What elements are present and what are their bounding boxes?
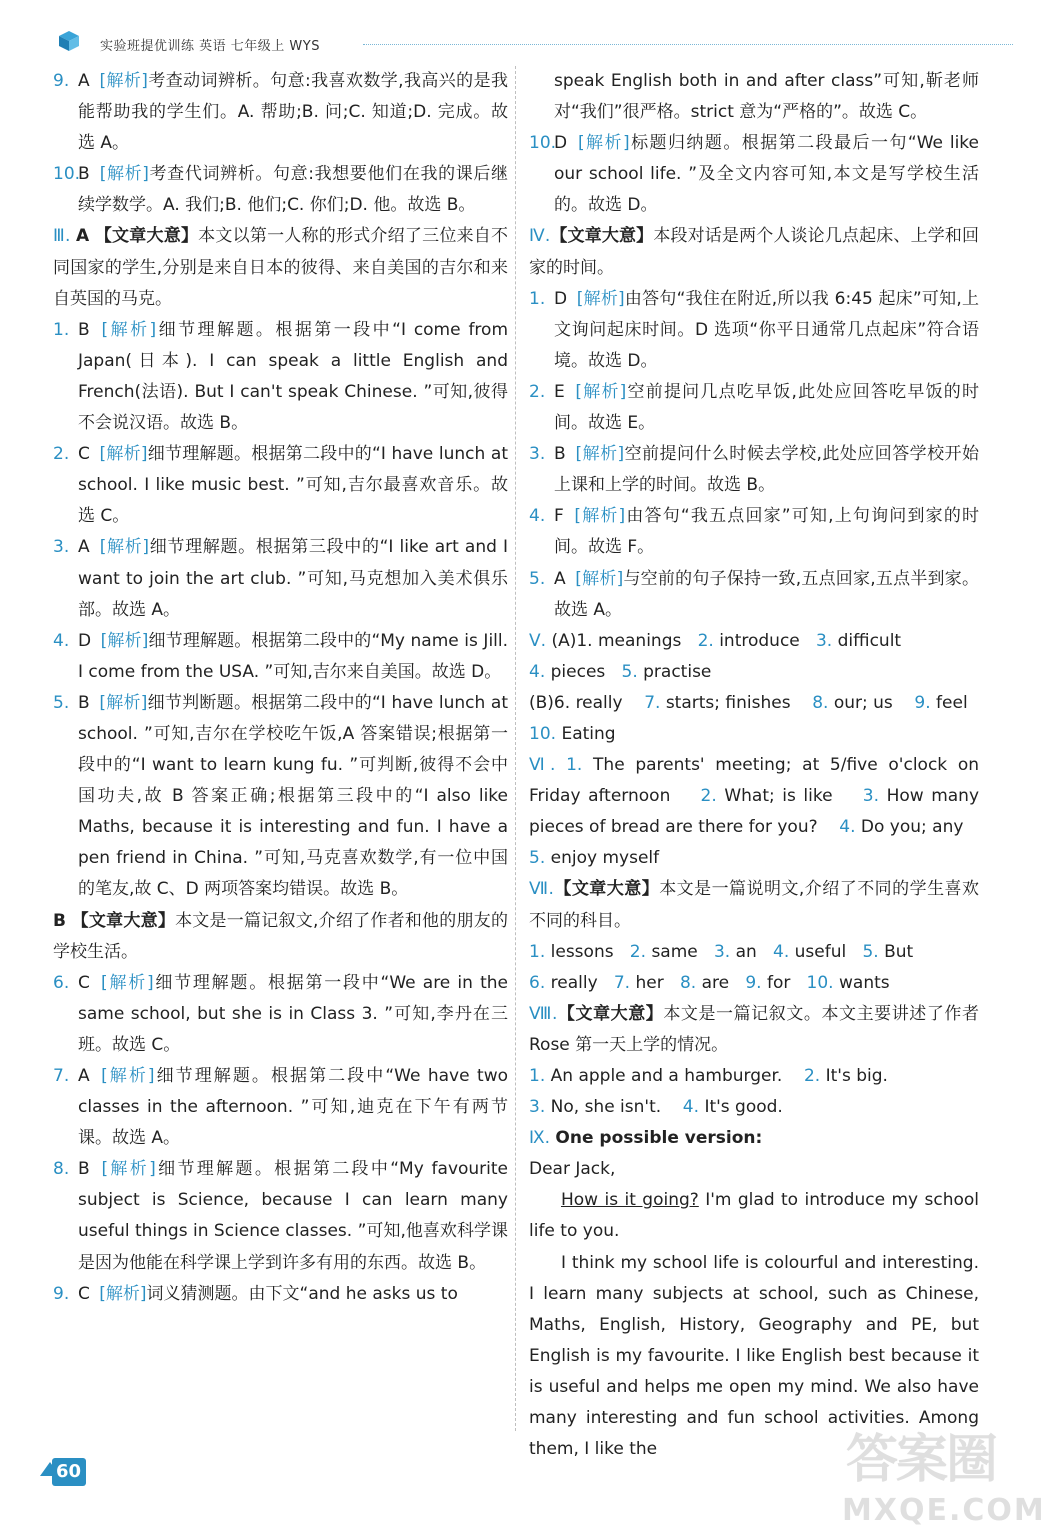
page-number-badge [40, 1458, 90, 1488]
analysis-text: 与空前的句子保持一致,五点回家,五点半到家。故选 A。 [554, 568, 980, 620]
word-answers-line [529, 626, 979, 657]
answer-letter: D [554, 288, 568, 309]
sample-version-label: One possible version: [555, 1128, 763, 1149]
item-number: 8. [53, 1159, 70, 1180]
answer-letter: D [78, 630, 92, 651]
analysis-text: 由答句“我住在附近,所以我 6:45 起床”可知,上文询问起床时间。D 选项“你平日通常几点起床”符合语境。故选 D。 [554, 288, 980, 371]
analysis-tag: [解析] [101, 1066, 155, 1086]
answer-item [53, 315, 508, 439]
blank-answer: an [735, 941, 757, 962]
item-number: 3. [53, 537, 70, 558]
blank-number: 2. [700, 786, 717, 807]
blank-number: 5. [621, 661, 638, 682]
blank-number: 9. [745, 972, 762, 993]
analysis-tag: [解析] [574, 506, 626, 527]
item-number: 2. [529, 381, 546, 402]
section-summary [529, 999, 979, 1061]
analysis-text: 考查代词辨析。句意:我想要他们在我的课后继续学数学。A. 我们;B. 他们;C. 你们;D. 他。故选 B。 [78, 164, 509, 216]
blank-answer: It's good. [704, 1097, 783, 1118]
blank-answer: practise [643, 661, 712, 682]
summary-tag: 【文章大意】 [550, 226, 654, 247]
blank-answer: An apple and a hamburger. [550, 1066, 783, 1086]
blank-number: 4. [529, 661, 546, 682]
word-answers-line [529, 968, 979, 999]
blank-number: 4. [773, 941, 790, 962]
blank-answer: her [635, 972, 664, 993]
blank-number: 2. [697, 630, 714, 651]
letter-paragraph [529, 1185, 979, 1247]
blank-number: 8. [679, 972, 697, 993]
analysis-text: 细节理解题。根据第二段中“We have two classes in the afternoon. ”可知,迪克在下午有两节课。故选 A。 [78, 1066, 509, 1149]
blank-answer: introduce [719, 630, 800, 651]
analysis-tag: [解析] [101, 972, 154, 993]
analysis-tag: [解析] [99, 164, 149, 185]
book-cube-logo-icon [58, 30, 80, 52]
answer-item [53, 688, 508, 906]
blank-answer: But [884, 941, 914, 962]
summary-tag: 【文章大意】 [553, 879, 660, 900]
blank-number: 1. [529, 941, 546, 962]
letter-greeting [529, 1154, 979, 1185]
blank-number: 3. [529, 1097, 546, 1118]
answer-item [53, 1154, 508, 1278]
answer-letter: F [554, 506, 564, 527]
section-number: Ⅷ. [529, 1003, 558, 1024]
analysis-tag: [解析] [101, 1159, 156, 1180]
column-divider [515, 66, 516, 1431]
word-answers-line [529, 719, 979, 750]
item-number: 1. [529, 288, 546, 309]
blank-number: 9. [914, 692, 931, 713]
blank-answer: really [575, 692, 623, 713]
section-summary [53, 221, 508, 314]
summary-text: 本文是一篇说明文,介绍了不同的学生喜欢不同的科目。 [529, 879, 980, 931]
blank-answer: really [550, 972, 598, 993]
answer-item [529, 501, 979, 563]
blank-answer: our; us [833, 692, 893, 713]
watermark-url: MXQE.COM [842, 1493, 1046, 1528]
answer-letter: C [78, 444, 90, 465]
analysis-text: 空前提问几点吃早饭,此处应回答吃早饭的时间。故选 E。 [554, 381, 980, 434]
blank-answer: starts; finishes [665, 692, 791, 713]
summary-tag: 【文章大意】 [71, 910, 176, 931]
blank-number: (B)6. [529, 692, 571, 713]
answer-item [53, 159, 508, 221]
word-answers-line [529, 688, 979, 719]
blank-number: 3. [713, 941, 731, 962]
analysis-text: 由答句“我五点回家”可知,上句询问到家的时间。故选 F。 [554, 506, 979, 558]
blank-number: 10. [806, 972, 834, 993]
watermark-logo-text: 答案圈 [846, 1430, 997, 1490]
sentence-answers [529, 843, 979, 874]
passage-label: B [53, 910, 66, 931]
blank-answer: same [651, 941, 698, 962]
summary-text: 本段对话是两个人谈论几点起床、上学和回家的时间。 [529, 226, 980, 278]
blank-number: 6. [529, 972, 546, 993]
analysis-tag: [解析] [99, 537, 150, 558]
item-number: 9. [53, 71, 70, 91]
sentence-answers [529, 1061, 979, 1092]
answer-letter: D [554, 133, 568, 154]
underlined-phrase: How is it going? [561, 1190, 699, 1211]
word-answers-line [529, 657, 979, 688]
sentence-answers [529, 1092, 979, 1123]
blank-number: 8. [812, 692, 829, 713]
answer-letter: B [554, 444, 566, 465]
blank-number: 7. [644, 692, 661, 713]
answer-letter: B [78, 692, 90, 713]
blank-answer: It's big. [825, 1066, 888, 1086]
blank-number: 4. [682, 1097, 700, 1118]
item-number: 9. [53, 1283, 70, 1304]
analysis-tag: [解析] [576, 288, 625, 309]
item-number: 4. [53, 630, 70, 651]
analysis-text: 细节理解题。根据第一段中“We are in the same school, but she is in Class 3. ”可知,李丹在三班。故选 C。 [78, 972, 509, 1055]
analysis-text: speak English both in and after class”可知,靳老师对“我们”很严格。strict 意为“严格的”。故选 C。 [554, 71, 979, 123]
page-header [38, 28, 978, 58]
analysis-text: 细节理解题。根据第二段中的“I have lunch at school. I like music best. ”可知,吉尔最喜欢音乐。故选 C。 [78, 444, 508, 527]
book-title: 实验班提优训练 英语 七年级上 WYS [100, 39, 320, 54]
answer-item [53, 439, 508, 532]
blank-answer: for [766, 972, 791, 993]
blank-number: 10. [529, 723, 557, 744]
analysis-tag: [解析] [577, 133, 630, 154]
passage-label: A [76, 226, 90, 247]
blank-answer: enjoy myself [550, 848, 660, 869]
summary-text: 本文是一篇记叙文,介绍了作者和他的朋友的学校生活。 [53, 910, 509, 962]
answer-item [529, 284, 979, 377]
analysis-tag: [解析] [99, 692, 148, 713]
answer-letter: A [78, 537, 90, 558]
analysis-tag: [解析] [100, 630, 149, 651]
blank-answer: wants [839, 972, 890, 993]
blank-number: 7. [613, 972, 631, 993]
analysis-tag: [解析] [99, 71, 148, 91]
blank-answer: No, she isn't. [550, 1097, 662, 1118]
greeting-text: Dear Jack, [529, 1159, 616, 1180]
blank-number: 2. [803, 1066, 821, 1086]
section-number: Ⅴ. [529, 630, 547, 651]
blank-number: 3. [815, 630, 833, 651]
item-number: 7. [53, 1066, 70, 1086]
blank-answer: difficult [837, 630, 902, 651]
answer-letter: C [78, 1283, 90, 1304]
answer-letter: C [78, 972, 90, 993]
section-summary [53, 906, 508, 968]
word-answers-line [529, 937, 979, 968]
item-number: 2. [53, 444, 70, 465]
analysis-text: 考查动词辨析。句意:我喜欢数学,我高兴的是我能帮助我的学生们。A. 帮助;B. 问;C. 知道;D. 完成。故选 A。 [78, 71, 508, 154]
answer-item [53, 626, 508, 688]
answer-item [53, 532, 508, 625]
blank-number: (A)1. [551, 630, 593, 651]
right-column [529, 66, 979, 1465]
answer-letter: B [78, 319, 90, 340]
sentence-answers [529, 750, 979, 843]
analysis-text: 细节理解题。根据第一段中“I come from Japan(日本). I can speak a little English and French(法语). But I can't speak Chinese. ”可知,彼得不会说汉语。故选 B。 [78, 319, 509, 434]
section-number: Ⅲ. [53, 226, 71, 247]
answer-item [529, 439, 979, 501]
section-summary [529, 874, 979, 936]
summary-tag: 【文章大意】 [94, 226, 199, 247]
analysis-text: 词义猜测题。由下文“and he asks us to [146, 1283, 458, 1304]
item-number: 5. [53, 692, 70, 713]
blank-answer: feel [936, 692, 968, 713]
answer-item [53, 1061, 508, 1154]
analysis-text: 标题归纳题。根据第二段最后一句“We like our school life. ”及全文内容可知,本文是写学校生活的。故选 D。 [554, 133, 980, 216]
item-number: 10. [53, 164, 81, 185]
blank-answer: meanings [597, 630, 682, 651]
blank-number: 4. [839, 817, 856, 838]
writing-heading [529, 1123, 979, 1154]
analysis-tag: [解析] [575, 568, 624, 589]
blank-number: 5. [862, 941, 879, 962]
blank-answer: pieces [550, 661, 606, 682]
analysis-text: 细节判断题。根据第二段中的“I have lunch at school. ”可知,吉尔在学校吃午饭,A 答案错误;根据第一段中的“I want to learn kung fu. ”可判断,彼得不会中国功夫,故 B 答案正确;根据第三段中的“I also like Maths, because it is interesting and fun. I have a pen friend in China. ”可知,马克喜欢数学,有一位中国的笔友,故 C、D 两项答案均错误。故选 B。 [78, 692, 508, 900]
section-summary [529, 221, 979, 283]
analysis-text: 细节理解题。根据第三段中的“I like art and I want to join the art club. ”可知,马克想加入美术俱乐部。故选 A。 [78, 537, 509, 620]
item-number: 1. [53, 319, 70, 340]
blank-answer: Do you; any [860, 817, 964, 838]
analysis-tag: [解析] [99, 1283, 147, 1304]
answer-item [53, 1279, 508, 1310]
blank-answer: Eating [561, 723, 616, 744]
answer-letter: E [554, 381, 565, 402]
blank-number: 1. [566, 755, 583, 776]
blank-answer: How many pieces of bread are there for you? [529, 786, 980, 838]
blank-number: 5. [529, 848, 546, 869]
section-number: Ⅳ. [529, 226, 551, 247]
answer-letter: B [78, 1159, 90, 1180]
blank-answer: What; is like [724, 786, 833, 807]
paragraph-text: I think my school life is colourful and interesting. I learn many subjects at school, such as Chinese, Maths, English, History, Geography and PE, but English is my favourite. I like English best because it is useful and helps me open my mind. We also have many interesting and fun school activities. Among them, I like the [529, 1252, 979, 1460]
header-rule [363, 44, 1013, 45]
blank-answer: are [701, 972, 730, 993]
answer-item [529, 128, 979, 221]
blank-number: 2. [629, 941, 647, 962]
item-number: 5. [529, 568, 546, 589]
answer-letter: A [78, 71, 90, 91]
paragraph-text: I'm glad to introduce my school life to you. [529, 1190, 979, 1242]
analysis-tag: [解析] [575, 381, 627, 402]
section-number: Ⅸ. [529, 1128, 551, 1149]
answer-continuation [529, 66, 979, 128]
item-number: 10. [529, 133, 557, 154]
answer-letter: A [554, 568, 566, 589]
item-number: 6. [53, 972, 70, 993]
blank-number: 1. [529, 1066, 546, 1086]
analysis-text: 细节理解题。根据第二段中的“My name is Jill. I come from the USA. ”可知,吉尔来自美国。故选 D。 [78, 630, 509, 682]
left-column [53, 66, 508, 1310]
item-number: 3. [529, 444, 546, 465]
summary-text: 本文以第一人称的形式介绍了三位来自不同国家的学生,分别是来自日本的彼得、来自美国的吉尔和来自英国的马克。 [53, 226, 509, 309]
blank-answer: The parents' meeting; at 5/five o'clock on Friday afternoon [529, 755, 980, 807]
answer-letter: B [78, 164, 90, 185]
analysis-tag: [解析] [101, 319, 157, 340]
analysis-tag: [解析] [575, 444, 625, 465]
answer-item [53, 66, 508, 159]
answer-item [529, 377, 979, 439]
answer-item [53, 968, 508, 1061]
answer-letter: A [78, 1066, 90, 1086]
analysis-tag: [解析] [99, 444, 148, 465]
analysis-text: 细节理解题。根据第二段中“My favourite subject is Science, because I can learn many useful things in Science classes. ”可知,他喜欢科学课是因为他能在科学课上学到许多有用的东西。故选 B。 [78, 1159, 509, 1273]
blank-number: 3. [862, 786, 879, 807]
section-number: Ⅵ. [529, 755, 556, 776]
analysis-text: 空前提问什么时候去学校,此处应回答学校开始上课和上学的时间。故选 B。 [554, 444, 980, 496]
blank-answer: lessons [550, 941, 614, 962]
section-number: Ⅶ. [529, 879, 554, 900]
blank-answer: useful [794, 941, 847, 962]
summary-tag: 【文章大意】 [557, 1003, 664, 1024]
page-number: 60 [56, 1461, 82, 1482]
item-number: 4. [529, 506, 546, 527]
answer-item [529, 564, 979, 626]
watermark [840, 1415, 1046, 1530]
summary-text: 本文是一篇记叙文。本文主要讲述了作者 Rose 第一天上学的情况。 [529, 1003, 980, 1055]
